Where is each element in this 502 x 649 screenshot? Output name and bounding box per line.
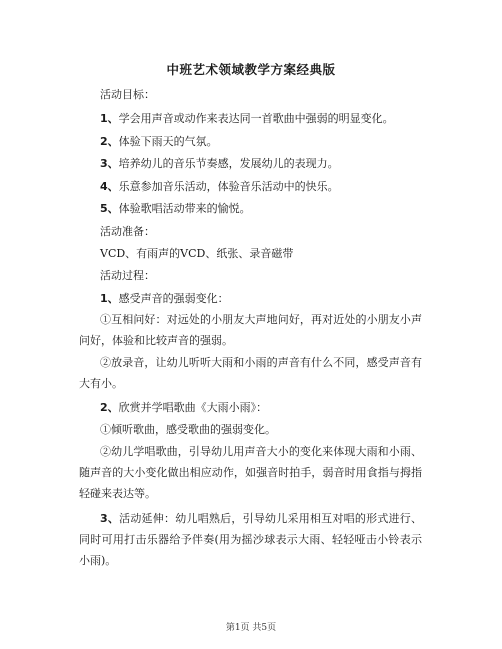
step-paragraph [79, 508, 422, 571]
goal-text: 乐意参加音乐活动，体验音乐活动中的快乐。 [118, 180, 339, 193]
goal-number: 4、 [100, 180, 119, 193]
step-text: 欣赏并学唱歌曲《大雨小雨》： [118, 401, 268, 414]
step-heading [100, 400, 267, 416]
goal-number: 2、 [100, 135, 119, 148]
goal-number: 3、 [100, 157, 119, 170]
goal-text: 学会用声音或动作来表达同一首歌曲中强弱的明显变化。 [118, 112, 394, 125]
process-heading: 活动过程： [100, 269, 155, 282]
goal-number: 1、 [100, 112, 119, 125]
goal-item [100, 179, 339, 195]
step-paragraph: ①倾听歌曲，感受歌曲的强弱变化。 [100, 423, 276, 436]
goals-heading: 活动目标： [100, 88, 155, 101]
step-number: 3、 [100, 512, 120, 525]
goal-item [100, 134, 218, 150]
step-number: 1、 [100, 292, 119, 305]
goal-item [100, 156, 339, 172]
step-text: 活动延伸：幼儿唱熟后，引导幼儿采用相互对唱的形式进行、同时可用打击乐器给予伴奏(用为摇沙球表示大雨、轻轻哑击小铃表示小雨)。 [79, 512, 422, 567]
goal-text: 体验下雨天的气氛。 [118, 135, 218, 148]
page-footer: 第1页 共5页 [225, 623, 277, 633]
document-title: 中班艺术领域教学方案经典版 [166, 62, 336, 77]
step-text: 感受声音的强弱变化： [118, 292, 229, 305]
goal-text: 培养幼儿的音乐节奏感，发展幼儿的表现力。 [118, 157, 339, 170]
step-paragraph: ②放录音，让幼儿听听大雨和小雨的声音有什么不同，感受声音有大有小。 [79, 356, 422, 390]
goal-number: 5、 [100, 202, 119, 215]
goal-text: 体验歌唱活动带来的愉悦。 [118, 202, 251, 215]
step-paragraph: ②幼儿学唱歌曲，引导幼儿用声音大小的变化来体现大雨和小雨、随声音的大小变化做出相应动作，如强音时拍手，弱音时用食指与拇指轻碰来表达等。 [79, 445, 422, 500]
goal-item [100, 201, 251, 217]
prep-text: VCD、有雨声的VCD、纸张、录音磁带 [100, 247, 294, 260]
step-heading [100, 291, 229, 307]
step-number: 2、 [100, 401, 119, 414]
step-paragraph: ①互相问好：对远处的小朋友大声地问好，再对近处的小朋友小声问好，体验和比较声音的强弱。 [79, 313, 422, 347]
prep-heading: 活动准备： [100, 225, 155, 238]
goal-item [100, 111, 394, 127]
